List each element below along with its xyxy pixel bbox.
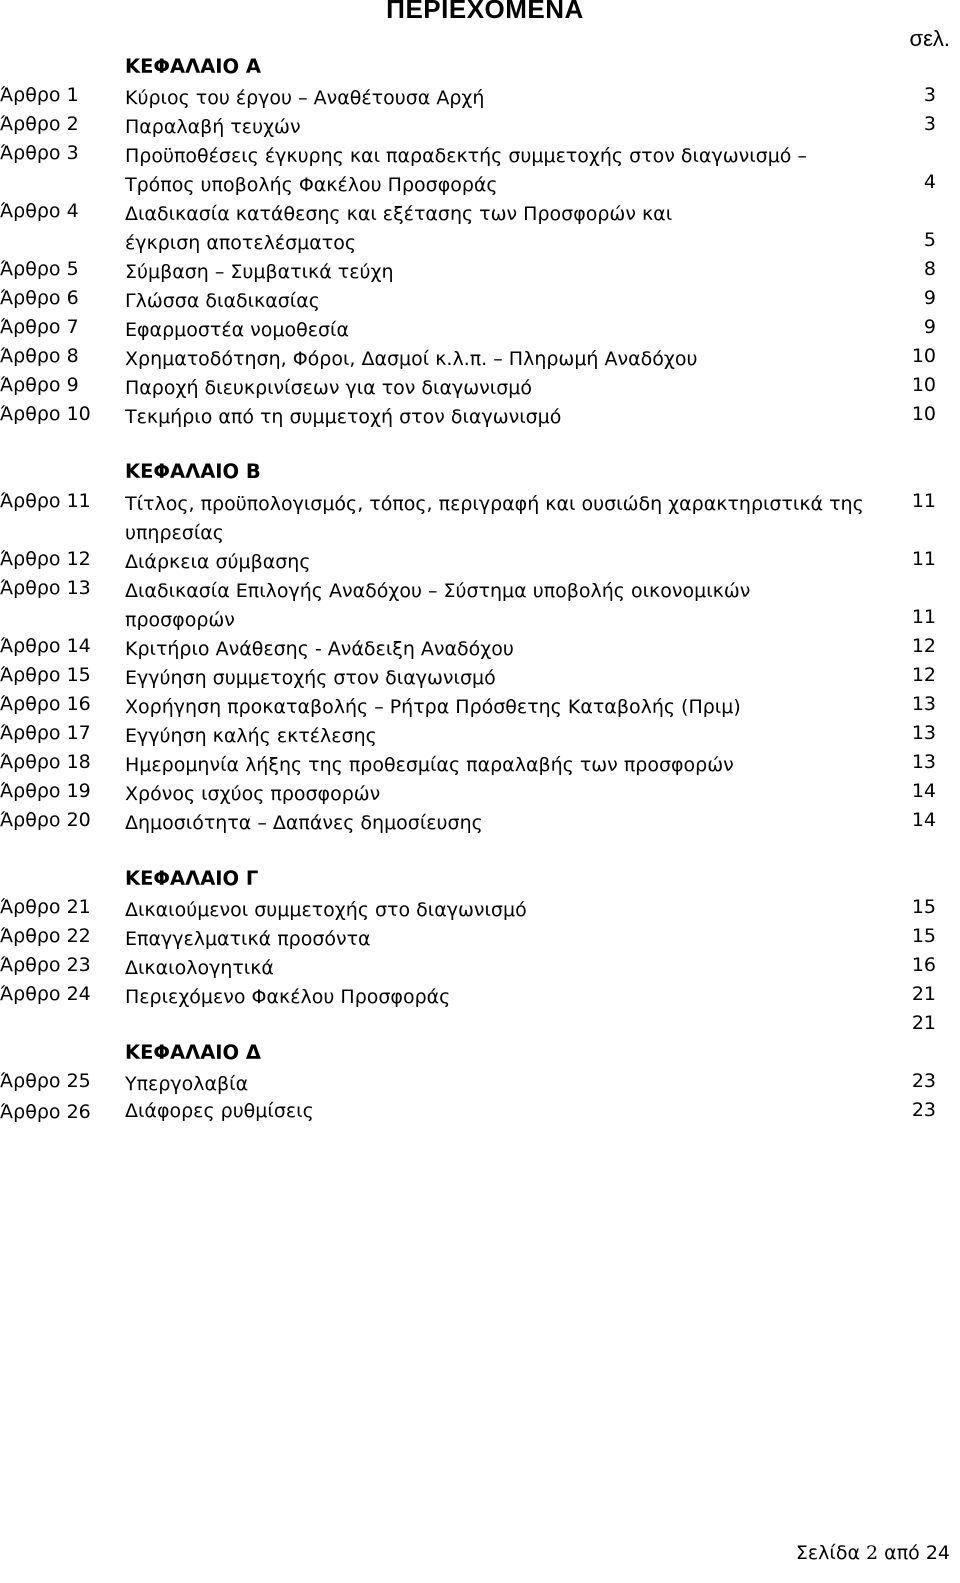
article-label: Άρθρο 18 bbox=[0, 751, 91, 773]
toc-entry-16[interactable] bbox=[0, 693, 960, 722]
article-label: Άρθρο 5 bbox=[0, 258, 79, 280]
article-page: 14 bbox=[911, 780, 936, 802]
article-title: Περιεχόμενο Φακέλου Προσφοράς bbox=[125, 986, 451, 1008]
article-label: Άρθρο 11 bbox=[0, 490, 91, 512]
article-page: 10 bbox=[911, 345, 936, 367]
toc-entry-21[interactable] bbox=[0, 896, 960, 925]
toc-entry-25[interactable] bbox=[0, 1070, 960, 1099]
toc-entry-2[interactable] bbox=[0, 113, 960, 142]
article-page: 11 bbox=[911, 548, 936, 570]
article-title: Τίτλος, προϋπολογισμός, τόπος, περιγραφή και ουσιώδη χαρακτηριστικά της υπηρεσίας bbox=[125, 493, 864, 544]
article-label: Άρθρο 20 bbox=[0, 809, 91, 831]
article-title: Επαγγελματικά προσόντα bbox=[125, 928, 371, 950]
toc-entry-1[interactable] bbox=[0, 84, 960, 113]
toc-entry-9[interactable] bbox=[0, 374, 960, 403]
toc-entry-13[interactable] bbox=[0, 577, 960, 635]
article-label: Άρθρο 24 bbox=[0, 983, 91, 1005]
toc-entry-7[interactable] bbox=[0, 316, 960, 345]
article-title: Εγγύηση συμμετοχής στον διαγωνισμό bbox=[125, 667, 496, 689]
article-title: Διάρκεια σύμβασης bbox=[125, 551, 311, 573]
toc-entry-3[interactable] bbox=[0, 142, 960, 200]
article-page: 10 bbox=[911, 403, 936, 425]
chapter-heading-a: ΚΕΦΑΛΑΙΟ Α bbox=[125, 55, 261, 78]
article-label: Άρθρο 14 bbox=[0, 635, 91, 657]
toc-entry-8[interactable] bbox=[0, 345, 960, 374]
article-label: Άρθρο 10 bbox=[0, 403, 91, 425]
article-page: 3 bbox=[923, 84, 936, 106]
article-title: Δικαιολογητικά bbox=[125, 957, 274, 979]
article-title: Σύμβαση – Συμβατικά τεύχη bbox=[125, 261, 394, 283]
article-page: 12 bbox=[911, 664, 936, 686]
article-title: Γλώσσα διαδικασίας bbox=[125, 290, 320, 312]
chapter-heading-b: ΚΕΦΑΛΑΙΟ Β bbox=[125, 460, 261, 483]
article-title: Υπεργολαβία bbox=[125, 1073, 249, 1095]
article-page: 15 bbox=[911, 925, 936, 947]
stray-page-number: 21 bbox=[911, 1012, 936, 1034]
article-page: 12 bbox=[911, 635, 936, 657]
toc-entry-12[interactable] bbox=[0, 548, 960, 577]
footer-middle: από bbox=[884, 1542, 920, 1564]
article-title: Εφαρμοστέα νομοθεσία bbox=[125, 319, 349, 341]
article-title: Παραλαβή τευχών bbox=[125, 116, 301, 138]
article-page: 4 bbox=[923, 171, 936, 193]
toc-entry-6[interactable] bbox=[0, 287, 960, 316]
article-page: 11 bbox=[911, 606, 936, 628]
article-label: Άρθρο 9 bbox=[0, 374, 79, 396]
article-label: Άρθρο 21 bbox=[0, 896, 91, 918]
chapter-heading-d: ΚΕΦΑΛΑΙΟ Δ bbox=[125, 1041, 261, 1064]
article-label: Άρθρο 17 bbox=[0, 722, 91, 744]
article-label: Άρθρο 3 bbox=[0, 142, 79, 164]
article-title: Διαδικασία Επιλογής Αναδόχου – Σύστημα υποβολής οικονομικών προσφορών bbox=[125, 580, 751, 631]
article-page: 13 bbox=[911, 751, 936, 773]
article-title: Κριτήριο Ανάθεσης - Ανάδειξη Αναδόχου bbox=[125, 638, 514, 660]
toc-entry-22[interactable] bbox=[0, 925, 960, 954]
article-title: Κύριος του έργου – Αναθέτουσα Αρχή bbox=[125, 87, 485, 109]
page-column-header: σελ. bbox=[909, 26, 950, 51]
article-label: Άρθρο 16 bbox=[0, 693, 91, 715]
article-page: 15 bbox=[911, 896, 936, 918]
article-label: Άρθρο 2 bbox=[0, 113, 79, 135]
footer-current-page: 2 bbox=[866, 1542, 879, 1564]
toc-entry-15[interactable] bbox=[0, 664, 960, 693]
toc-entry-23[interactable] bbox=[0, 954, 960, 983]
article-page: 5 bbox=[923, 229, 936, 251]
article-title: Διαδικασία κατάθεσης και εξέτασης των Προσφορών και έγκριση αποτελέσματος bbox=[125, 203, 673, 254]
article-label: Άρθρο 13 bbox=[0, 577, 91, 599]
toc-entry-11[interactable] bbox=[0, 490, 960, 548]
toc-entry-10[interactable] bbox=[0, 403, 960, 432]
article-title: Ημερομηνία λήξης της προθεσμίας παραλαβής των προσφορών bbox=[125, 754, 734, 776]
article-page: 16 bbox=[911, 954, 936, 976]
article-page: 13 bbox=[911, 722, 936, 744]
footer-prefix: Σελίδα bbox=[795, 1542, 860, 1564]
chapter-heading-c: ΚΕΦΑΛΑΙΟ Γ bbox=[125, 867, 259, 890]
article-label: Άρθρο 12 bbox=[0, 548, 91, 570]
article-label: Άρθρο 26 bbox=[0, 1101, 91, 1123]
page-footer bbox=[796, 1542, 950, 1564]
toc-entry-5[interactable] bbox=[0, 258, 960, 287]
article-title: Διάφορες ρυθμίσεις bbox=[125, 1100, 314, 1122]
article-page: 10 bbox=[911, 374, 936, 396]
article-label: Άρθρο 15 bbox=[0, 664, 91, 686]
article-title: Δικαιούμενοι συμμετοχής στο διαγωνισμό bbox=[125, 899, 527, 921]
article-title: Χορήγηση προκαταβολής – Ρήτρα Πρόσθετης Καταβολής (Πριμ) bbox=[125, 696, 741, 718]
article-title: Προϋποθέσεις έγκυρης και παραδεκτής συμμετοχής στον διαγωνισμό – Τρόπος υποβολής Φακέλου Προσφοράς bbox=[125, 145, 807, 196]
article-page: 9 bbox=[923, 316, 936, 338]
article-label: Άρθρο 19 bbox=[0, 780, 91, 802]
article-title: Εγγύηση καλής εκτέλεσης bbox=[125, 725, 377, 747]
toc-entry-24[interactable] bbox=[0, 983, 960, 1012]
article-page: 23 bbox=[911, 1099, 936, 1121]
article-label: Άρθρο 4 bbox=[0, 200, 79, 222]
article-title: Τεκμήριο από τη συμμετοχή στον διαγωνισμό bbox=[125, 406, 562, 428]
article-page: 14 bbox=[911, 809, 936, 831]
page-title: ΠΕΡΙΕΧΟΜΕΝΑ bbox=[386, 0, 584, 24]
toc-entry-26[interactable] bbox=[0, 1099, 960, 1128]
article-page: 23 bbox=[911, 1070, 936, 1092]
article-page: 21 bbox=[911, 983, 936, 1005]
article-title: Δημοσιότητα – Δαπάνες δημοσίευσης bbox=[125, 812, 483, 834]
article-page: 11 bbox=[911, 490, 936, 512]
toc-entry-4[interactable] bbox=[0, 200, 960, 258]
article-page: 9 bbox=[923, 287, 936, 309]
toc-entry-19[interactable] bbox=[0, 780, 960, 809]
article-label: Άρθρο 25 bbox=[0, 1070, 91, 1092]
article-label: Άρθρο 1 bbox=[0, 84, 79, 106]
toc-entry-14[interactable] bbox=[0, 635, 960, 664]
article-page: 13 bbox=[911, 693, 936, 715]
article-page: 3 bbox=[923, 113, 936, 135]
article-title: Χρόνος ισχύος προσφορών bbox=[125, 783, 381, 805]
article-label: Άρθρο 7 bbox=[0, 316, 79, 338]
toc-entry-20[interactable] bbox=[0, 809, 960, 838]
toc-entry-18[interactable] bbox=[0, 751, 960, 780]
article-label: Άρθρο 8 bbox=[0, 345, 79, 367]
footer-total-pages: 24 bbox=[925, 1542, 950, 1564]
article-title: Χρηματοδότηση, Φόροι, Δασμοί κ.λ.π. – Πληρωμή Αναδόχου bbox=[125, 348, 698, 370]
article-label: Άρθρο 23 bbox=[0, 954, 91, 976]
toc-entry-17[interactable] bbox=[0, 722, 960, 751]
article-title: Παροχή διευκρινίσεων για τον διαγωνισμό bbox=[125, 377, 532, 399]
article-label: Άρθρο 22 bbox=[0, 925, 91, 947]
article-label: Άρθρο 6 bbox=[0, 287, 79, 309]
article-page: 8 bbox=[923, 258, 936, 280]
